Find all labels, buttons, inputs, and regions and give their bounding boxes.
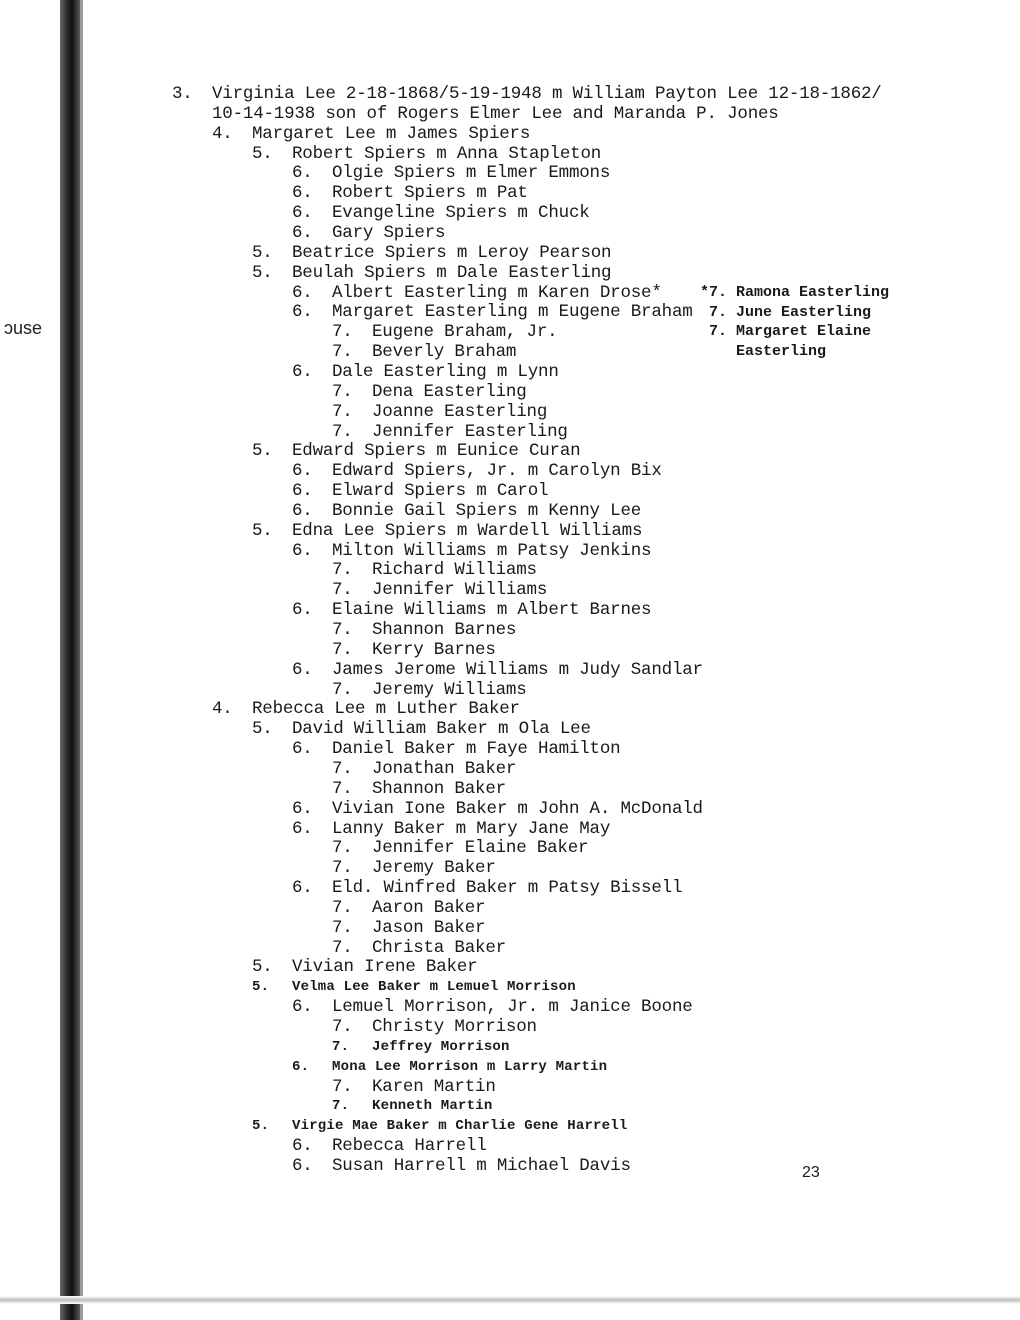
genealogy-line [252,441,580,461]
generation-number: 5. [252,441,273,462]
genealogy-line [332,402,547,422]
entry-text: Jonathan Baker [372,758,517,779]
generation-number: 6. [292,1136,313,1157]
genealogy-line [292,878,682,898]
generation-number: 7. [332,580,353,601]
genealogy-line [292,660,703,680]
genealogy-line [292,1156,631,1176]
entry-text: Vivian Irene Baker [292,957,478,978]
genealogy-line [252,957,477,977]
generation-number: 5. [252,979,270,996]
entry-text: Jeremy Baker [372,858,496,879]
generation-number: 7. [332,322,353,343]
generation-number: 7. [332,758,353,779]
generation-number: 7. [332,897,353,918]
genealogy-line [212,104,779,124]
genealogy-line [252,263,611,283]
entry-text: Edward Spiers, Jr. m Carolyn Bix [332,461,662,482]
genealogy-line [292,283,662,303]
margin-note: 7. Margaret Elaine [700,323,872,341]
generation-number: 6. [292,361,313,382]
genealogy-line [332,759,516,779]
entry-text: Aaron Baker [372,897,486,918]
genealogy-line [332,858,496,878]
generation-number: 6. [292,540,313,561]
generation-number: 6. [292,203,313,224]
entry-text: Kenneth Martin [372,1098,493,1115]
genealogy-line [332,580,547,600]
entry-text: Shannon Baker [372,778,506,799]
entry-text: Elward Spiers m Carol [332,481,549,501]
generation-number: 4. [212,699,233,720]
genealogy-line [292,223,445,243]
entry-text: Rebecca Lee m Luther Baker [252,699,520,720]
generation-number: 6. [292,282,313,303]
entry-text: Milton Williams m Patsy Jenkins [332,540,652,561]
generation-number: 5. [252,262,273,283]
genealogy-line [292,183,528,203]
generation-number: 7. [332,838,353,859]
generation-number: 6. [292,997,313,1018]
genealogy-line [332,838,588,858]
genealogy-line [292,997,693,1017]
entry-text: Elaine Williams m Albert Barnes [332,600,652,621]
generation-number: 7. [332,620,353,640]
generation-number: 6. [292,1155,313,1176]
generation-number: 6. [292,500,313,521]
genealogy-line [332,898,485,918]
entry-text: Gary Spiers [332,223,446,243]
genealogy-line [332,1096,492,1116]
entry-text: Christy Morrison [372,1017,537,1037]
genealogy-line [252,243,611,263]
genealogy-line [292,819,610,839]
entry-text: Christa Baker [372,937,506,958]
genealogy-line [292,600,651,620]
genealogy-line [332,680,527,700]
genealogy-line [212,124,530,144]
entry-text: Lemuel Morrison, Jr. m Janice Boone [332,997,693,1018]
margin-note: *7. Ramona Easterling [700,284,890,301]
generation-number: 3. [172,84,193,104]
genealogy-line [332,322,557,342]
genealogy-line [292,501,641,521]
genealogy-line [332,342,516,362]
genealogy-line [332,382,527,402]
generation-number: 7. [332,342,353,363]
entry-text: Beverly Braham [372,342,517,363]
genealogy-line [252,144,601,164]
entry-text: Richard Williams [372,560,537,581]
generation-number: 5. [252,1118,270,1135]
genealogy-line [292,481,548,501]
genealogy-line [172,84,882,104]
genealogy-line [292,739,620,759]
genealogy-line [252,1116,627,1136]
entry-text: Jeremy Williams [372,679,527,700]
generation-number: 7. [332,917,353,938]
genealogy-line [332,560,537,580]
entry-text: Rebecca Harrell [332,1136,487,1157]
generation-number: 6. [292,659,313,680]
generation-number: 7. [332,858,353,879]
generation-number: 7. [332,1076,353,1097]
generation-number: 7. [332,778,353,799]
genealogy-line [292,461,662,481]
genealogy-line [252,977,576,997]
genealogy-line [332,779,506,799]
genealogy-line [292,362,559,382]
entry-text: Daniel Baker m Faye Hamilton [332,739,621,760]
generation-number: 6. [292,183,313,204]
entry-text: 10-14-1938 son of Rogers Elmer Lee and Maranda P. Jones [212,103,779,124]
margin-text-fragment: ɔuse [4,318,43,338]
entry-text: Mona Lee Morrison m Larry Martin [332,1058,608,1075]
entry-text: Eugene Braham, Jr. [372,322,558,343]
generation-number: 6. [292,1058,310,1075]
genealogy-line [332,938,506,958]
entry-text: Edna Lee Spiers m Wardell Williams [292,520,643,541]
entry-text: Beatrice Spiers m Leroy Pearson [292,242,612,263]
entry-text: Margaret Lee m James Spiers [252,123,531,144]
genealogy-line [252,719,591,739]
generation-number: 6. [292,481,313,501]
genealogy-line [292,1057,607,1077]
margin-note: Easterling [700,342,827,360]
genealogy-line [292,203,590,223]
entry-text: Jason Baker [372,917,486,938]
genealogy-line [292,799,703,819]
generation-number: 7. [332,679,353,700]
entry-text: Virgie Mae Baker m Charlie Gene Harrell [292,1118,628,1135]
entry-text: Susan Harrell m Michael Davis [332,1155,631,1176]
entry-text: James Jerome Williams m Judy Sandlar [332,659,703,680]
generation-number: 7. [332,639,353,660]
entry-text: Robert Spiers m Pat [332,183,528,204]
generation-number: 7. [332,381,353,402]
genealogy-line [292,541,651,561]
entry-text: Jennifer Elaine Baker [372,838,589,859]
generation-number: 7. [332,560,353,581]
generation-number: 6. [292,818,313,839]
entry-text: Dena Easterling [372,381,527,402]
entry-text: Beulah Spiers m Dale Easterling [292,262,612,283]
genealogy-line [332,620,516,640]
generation-number: 7. [332,937,353,958]
page-number: 23 [802,1164,820,1181]
genealogy-line [292,1136,487,1156]
generation-number: 6. [292,163,313,184]
genealogy-line [332,422,568,442]
entry-text: Evangeline Spiers m Chuck [332,203,590,224]
entry-text: Jennifer Easterling [372,421,568,442]
entry-text: Virginia Lee 2-18-1868/5-19-1948 m William Payton Lee 12-18-1862/ [212,84,882,104]
genealogy-line [292,163,610,183]
entry-text: Eld. Winfred Baker m Patsy Bissell [332,878,683,898]
generation-number: 5. [252,719,273,740]
generation-number: 6. [292,739,313,760]
generation-number: 7. [332,1098,350,1115]
generation-number: 5. [252,242,273,263]
entry-text: Vivian Ione Baker m John A. McDonald [332,798,703,819]
generation-number: 7. [332,1017,353,1037]
generation-number: 7. [332,421,353,442]
entry-text: Robert Spiers m Anna Stapleton [292,143,602,164]
genealogy-line [252,521,642,541]
entry-text: Bonnie Gail Spiers m Kenny Lee [332,500,642,521]
entry-text: Jennifer Williams [372,580,548,601]
entry-text: Edward Spiers m Eunice Curan [292,441,581,462]
generation-number: 6. [292,302,313,323]
generation-number: 5. [252,520,273,541]
generation-number: 7. [332,1038,350,1055]
generation-number: 4. [212,123,233,144]
entry-text: Karen Martin [372,1076,496,1097]
entry-text: Kerry Barnes [372,639,496,660]
generation-number: 7. [332,401,353,422]
generation-number: 6. [292,798,313,819]
entry-text: Albert Easterling m Karen Drose* [332,282,662,303]
margin-note: 7. June Easterling [700,303,872,321]
generation-number: 6. [292,878,313,898]
entry-text: Jeffrey Morrison [372,1038,510,1055]
genealogy-line [212,699,520,719]
generation-number: 5. [252,143,273,164]
genealogy-line [332,640,496,660]
generation-number: 5. [252,957,273,978]
entry-text: Olgie Spiers m Elmer Emmons [332,163,611,184]
entry-text: Lanny Baker m Mary Jane May [332,818,611,839]
entry-text: Margaret Easterling m Eugene Braham [332,302,693,323]
genealogy-line [332,1077,496,1097]
entry-text: Dale Easterling m Lynn [332,361,559,382]
generation-number: 6. [292,461,313,482]
generation-number: 6. [292,600,313,621]
genealogy-line [332,918,485,938]
genealogy-line [332,1017,537,1037]
entry-text: Velma Lee Baker m Lemuel Morrison [292,979,576,996]
entry-text: Joanne Easterling [372,401,548,422]
genealogy-line [292,302,693,322]
generation-number: 6. [292,223,313,243]
entry-text: Shannon Barnes [372,620,517,640]
entry-text: David William Baker m Ola Lee [292,719,591,740]
genealogy-line [332,1037,510,1057]
